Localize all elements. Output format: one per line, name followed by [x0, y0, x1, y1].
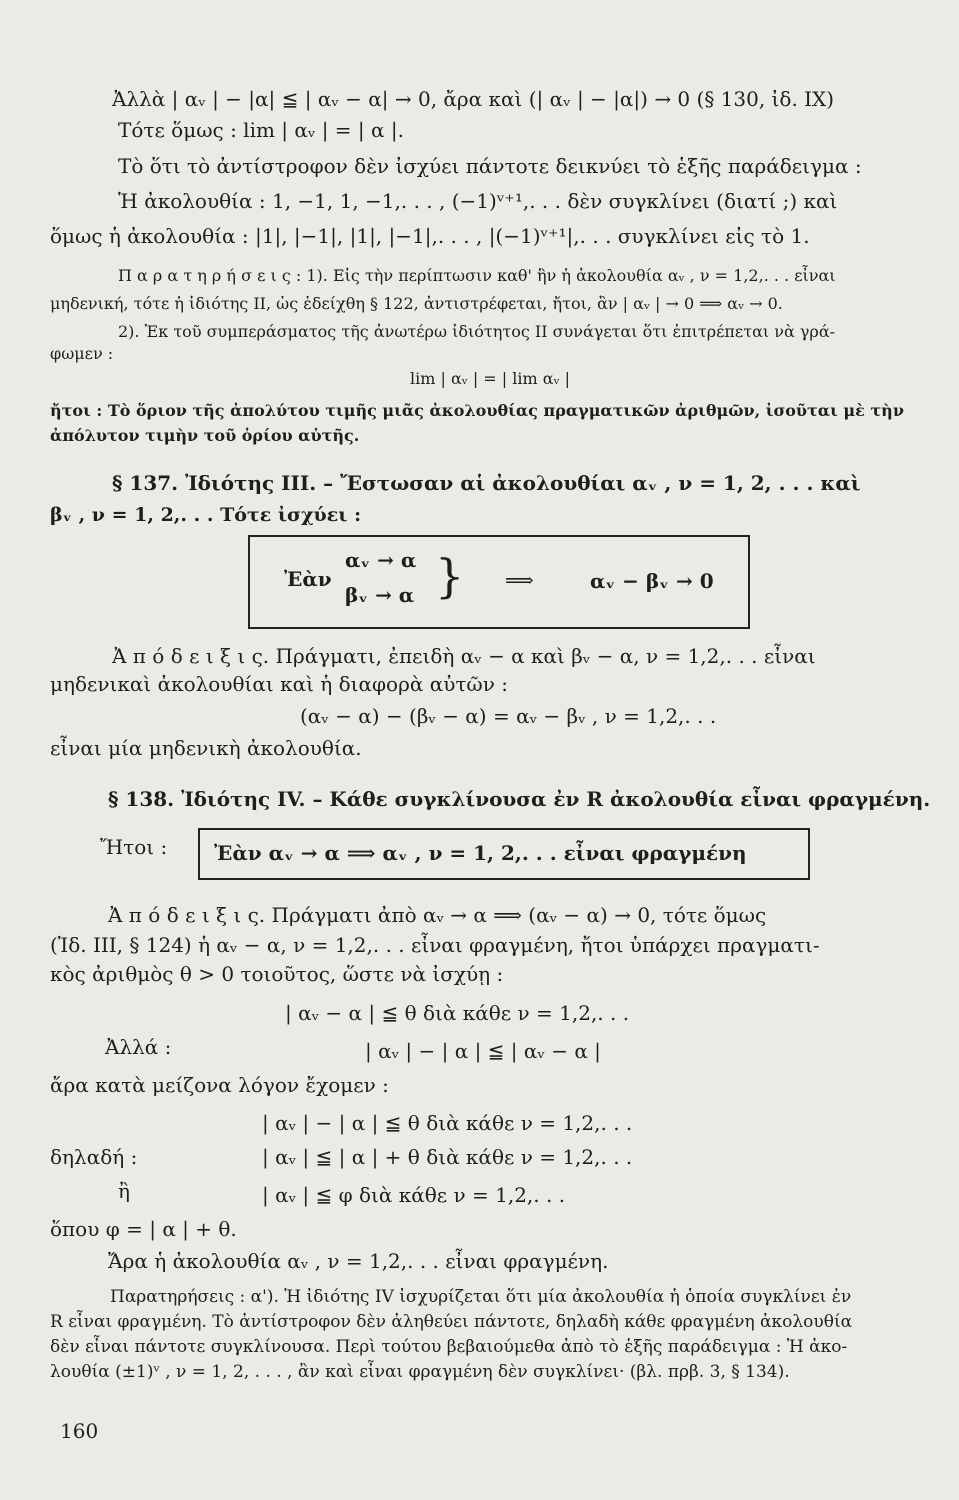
formula: | αᵥ | − | α | ≦ | αᵥ − α | [365, 1039, 601, 1063]
box-result: αᵥ − βᵥ → 0 [590, 569, 714, 593]
proof-line: μηδενικαὶ ἀκολουθίαι καὶ ἡ διαφορὰ αὐτῶν : [50, 672, 508, 696]
formula: | αᵥ | ≦ | α | + θ διὰ κάθε ν = 1,2,. . . [262, 1145, 633, 1169]
proof-line: (Ἰδ. III, § 124) ἡ αᵥ − α, ν = 1,2,. . . εἶναι φραγμένη, ἤτοι ὑπάρχει πραγματι- [50, 933, 820, 957]
formula: | αᵥ | ≦ φ διὰ κάθε ν = 1,2,. . . [262, 1183, 566, 1207]
remark-line: μηδενική, τότε ἡ ἰδιότης II, ὡς ἐδείχθη § 122, ἀντιστρέφεται, ἤτοι, ἂν | αᵥ | → 0 ⟹ αᵥ → 0. [50, 294, 783, 313]
remark-line: 2). Ἐκ τοῦ συμπεράσματος τῆς ἀνωτέρω ἰδιότητος II συνάγεται ὅτι ἐπιτρέπεται νὰ γρά- [118, 322, 836, 341]
remark-line: φωμεν : [50, 344, 114, 363]
page-number: 160 [60, 1419, 99, 1443]
bold-remark-line: ἤτοι : Τὸ ὅριον τῆς ἀπολύτου τιμῆς μιᾶς ἀκολουθίας πραγματικῶν ἀριθμῶν, ἰσοῦται μὲ τὴν [50, 401, 904, 420]
theorem-box [198, 828, 810, 880]
proof-line: δηλαδή : [50, 1145, 138, 1169]
proof-line: εἶναι μία μηδενικὴ ἀκολουθία. [50, 736, 362, 760]
text-line: Ἡ ἀκολουθία : 1, −1, 1, −1,. . . , (−1)ᵛ⁺¹,. . . δὲν συγκλίνει (διατί ;) καὶ [118, 189, 838, 213]
proof-line: ὅπου φ = | α | + θ. [50, 1217, 237, 1241]
section-heading-138: § 138. Ἰδιότης IV. – Κάθε συγκλίνουσα ἐν R ἀκολουθία εἶναι φραγμένη. [108, 787, 931, 811]
section-line: βᵥ , ν = 1, 2,. . . Τότε ἰσχύει : [50, 504, 362, 526]
remark-line: R εἶναι φραγμένη. Τὸ ἀντίστροφον δὲν ἀληθεύει πάντοτε, δηλαδὴ κάθε φραγμένη ἀκολουθία [50, 1312, 853, 1332]
proof-line: Ἄρα ἡ ἀκολουθία αᵥ , ν = 1,2,. . . εἶναι φραγμένη. [108, 1249, 609, 1273]
box-text: Ἐὰν αᵥ → α ⟹ αᵥ , ν = 1, 2,. . . εἶναι φραγμένη [214, 841, 747, 865]
box-condition: αᵥ → α [345, 548, 417, 572]
text-line: ὅμως ἡ ἀκολουθία : |1|, |−1|, |1|, |−1|,. . . , |(−1)ᵛ⁺¹|,. . . συγκλίνει εἰς τὸ 1. [50, 224, 810, 248]
section-heading-137: § 137. Ἰδιότης III. – Ἔστωσαν αἱ ἀκολουθίαι αᵥ , ν = 1, 2, . . . καὶ [112, 471, 861, 495]
text-line: Ἀλλὰ | αᵥ | − |α| ≦ | αᵥ − α| → 0, ἄρα καὶ (| αᵥ | − |α|) → 0 (§ 130, ἰδ. IX) [112, 87, 835, 111]
proof-line: Ἀλλά : [105, 1035, 172, 1059]
implies-arrow: ⟹ [505, 568, 534, 592]
proof-line: Ἀ π ό δ ε ι ξ ι ς. Πράγματι ἀπὸ αᵥ → α ⟹ (αᵥ − α) → 0, τότε ὅμως [108, 903, 767, 927]
formula: (αᵥ − α) − (βᵥ − α) = αᵥ − βᵥ , ν = 1,2,. . . [300, 704, 717, 728]
box-ean: Ἐὰν [284, 567, 332, 591]
remark-line: Π α ρ α τ η ρ ή σ ε ι ς : 1). Εἰς τὴν περίπτωσιν καθ' ἣν ἡ ἀκολουθία αᵥ , ν = 1,2,. . . εἶναι [118, 266, 836, 285]
theorem-box [248, 535, 750, 629]
text-line: Τότε ὅμως : lim | αᵥ | = | α |. [118, 118, 404, 142]
proof-line: ἄρα κατὰ μείζονα λόγον ἔχομεν : [50, 1073, 389, 1097]
formula: | αᵥ | − | α | ≦ θ διὰ κάθε ν = 1,2,. . . [262, 1111, 633, 1135]
proof-line: κὸς ἀριθμὸς θ > 0 τοιοῦτος, ὥστε νὰ ἰσχύῃ : [50, 962, 504, 986]
box-condition: βᵥ → α [345, 583, 415, 607]
remark-line: λουθία (±1)ᵛ , ν = 1, 2, . . . , ἂν καὶ εἶναι φραγμένη δὲν συγκλίνει· (βλ. πρβ. 3, § 134). [50, 1362, 790, 1382]
bold-remark-line: ἀπόλυτον τιμὴν τοῦ ὁρίου αὐτῆς. [50, 426, 360, 445]
formula: | αᵥ − α | ≦ θ διὰ κάθε ν = 1,2,. . . [285, 1001, 630, 1025]
text-line: Τὸ ὅτι τὸ ἀντίστροφον δὲν ἰσχύει πάντοτε δεικνύει τὸ ἑξῆς παράδειγμα : [118, 154, 862, 178]
remark-line: Παρατηρήσεις : α'). Ἡ ἰδιότης IV ἰσχυρίζεται ὅτι μία ἀκολουθία ἡ ὁποία συγκλίνει ἐν [110, 1287, 852, 1307]
proof-line: Ἀ π ό δ ε ι ξ ι ς. Πράγματι, ἐπειδὴ αᵥ − α καὶ βᵥ − α, ν = 1,2,. . . εἶναι [112, 644, 816, 668]
proof-line: ἢ [118, 1179, 130, 1203]
brace-icon: } [435, 549, 465, 603]
formula: lim | αᵥ | = | lim αᵥ | [410, 369, 570, 388]
remark-line: δὲν εἶναι πάντοτε συγκλίνουσα. Περὶ τούτου βεβαιούμεθα ἀπὸ τὸ ἑξῆς παράδειγμα : Ἡ ἀκο- [50, 1337, 848, 1357]
htoi-label: Ἤτοι : [100, 835, 168, 859]
